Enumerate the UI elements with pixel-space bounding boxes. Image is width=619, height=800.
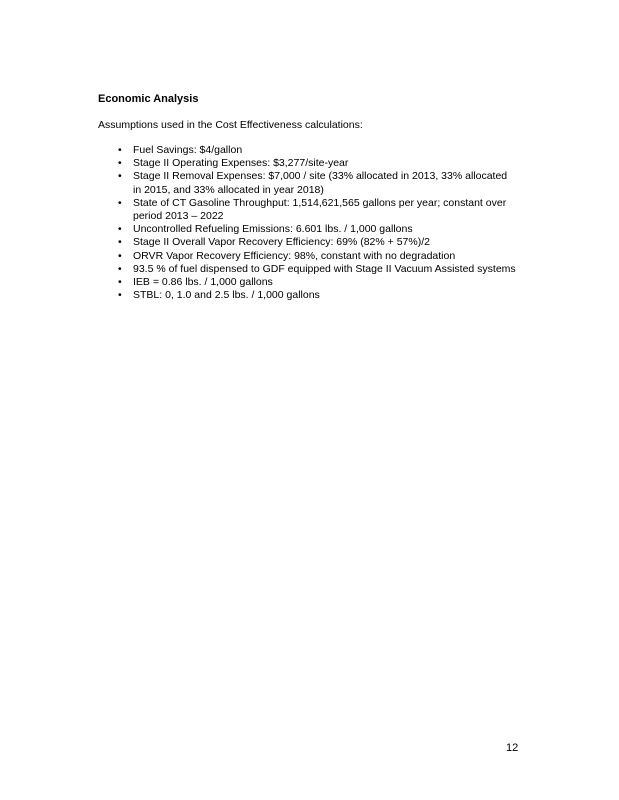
bullet-icon: •	[118, 249, 122, 262]
list-item	[118, 236, 518, 249]
bullet-icon: •	[118, 236, 122, 249]
list-item	[118, 223, 518, 236]
list-item-text: STBL: 0, 1.0 and 2.5 lbs. / 1,000 gallons	[133, 289, 320, 302]
list-item	[118, 250, 518, 263]
list-item-text: IEB = 0.86 lbs. / 1,000 gallons	[133, 276, 273, 289]
bullet-icon: •	[118, 170, 122, 183]
list-item-text: ORVR Vapor Recovery Efficiency: 98%, constant with no degradation	[133, 249, 456, 262]
page-number: 12	[506, 742, 519, 754]
list-item-text: Stage II Removal Expenses: $7,000 / site (33% allocated in 2013, 33% allocated in 2015, and 33% allocated in year 2018)	[133, 170, 508, 196]
list-item	[118, 157, 518, 170]
bullet-icon: •	[118, 262, 122, 275]
list-item-text: State of CT Gasoline Throughput: 1,514,621,565 gallons per year; constant over period 2013 – 2022	[133, 196, 507, 223]
list-item	[118, 276, 518, 289]
bullet-icon: •	[118, 157, 122, 170]
page-content	[98, 92, 518, 302]
list-item-text: Stage II Operating Expenses: $3,277/site-year	[133, 157, 349, 170]
list-item	[118, 289, 518, 302]
bullet-icon: •	[118, 196, 122, 209]
list-item-text: Uncontrolled Refueling Emissions: 6.601 lbs. / 1,000 gallons	[133, 223, 413, 236]
list-item-text: Stage II Overall Vapor Recovery Efficiency: 69% (82% + 57%)/2	[133, 236, 430, 249]
list-item	[118, 170, 518, 196]
bullet-icon: •	[118, 144, 122, 156]
bullet-icon: •	[118, 276, 122, 289]
assumptions-list	[98, 144, 518, 302]
bullet-icon: •	[118, 289, 122, 302]
intro-paragraph: Assumptions used in the Cost Effectiveness calculations:	[98, 119, 363, 131]
bullet-icon: •	[118, 223, 122, 236]
list-item-text: 93.5 % of fuel dispensed to GDF equipped with Stage II Vacuum Assisted systems	[133, 262, 516, 275]
list-item	[118, 197, 518, 223]
section-heading: Economic Analysis	[98, 93, 199, 105]
list-item	[118, 263, 518, 276]
list-item-text: Fuel Savings: $4/gallon	[133, 144, 243, 156]
list-item	[118, 144, 518, 157]
